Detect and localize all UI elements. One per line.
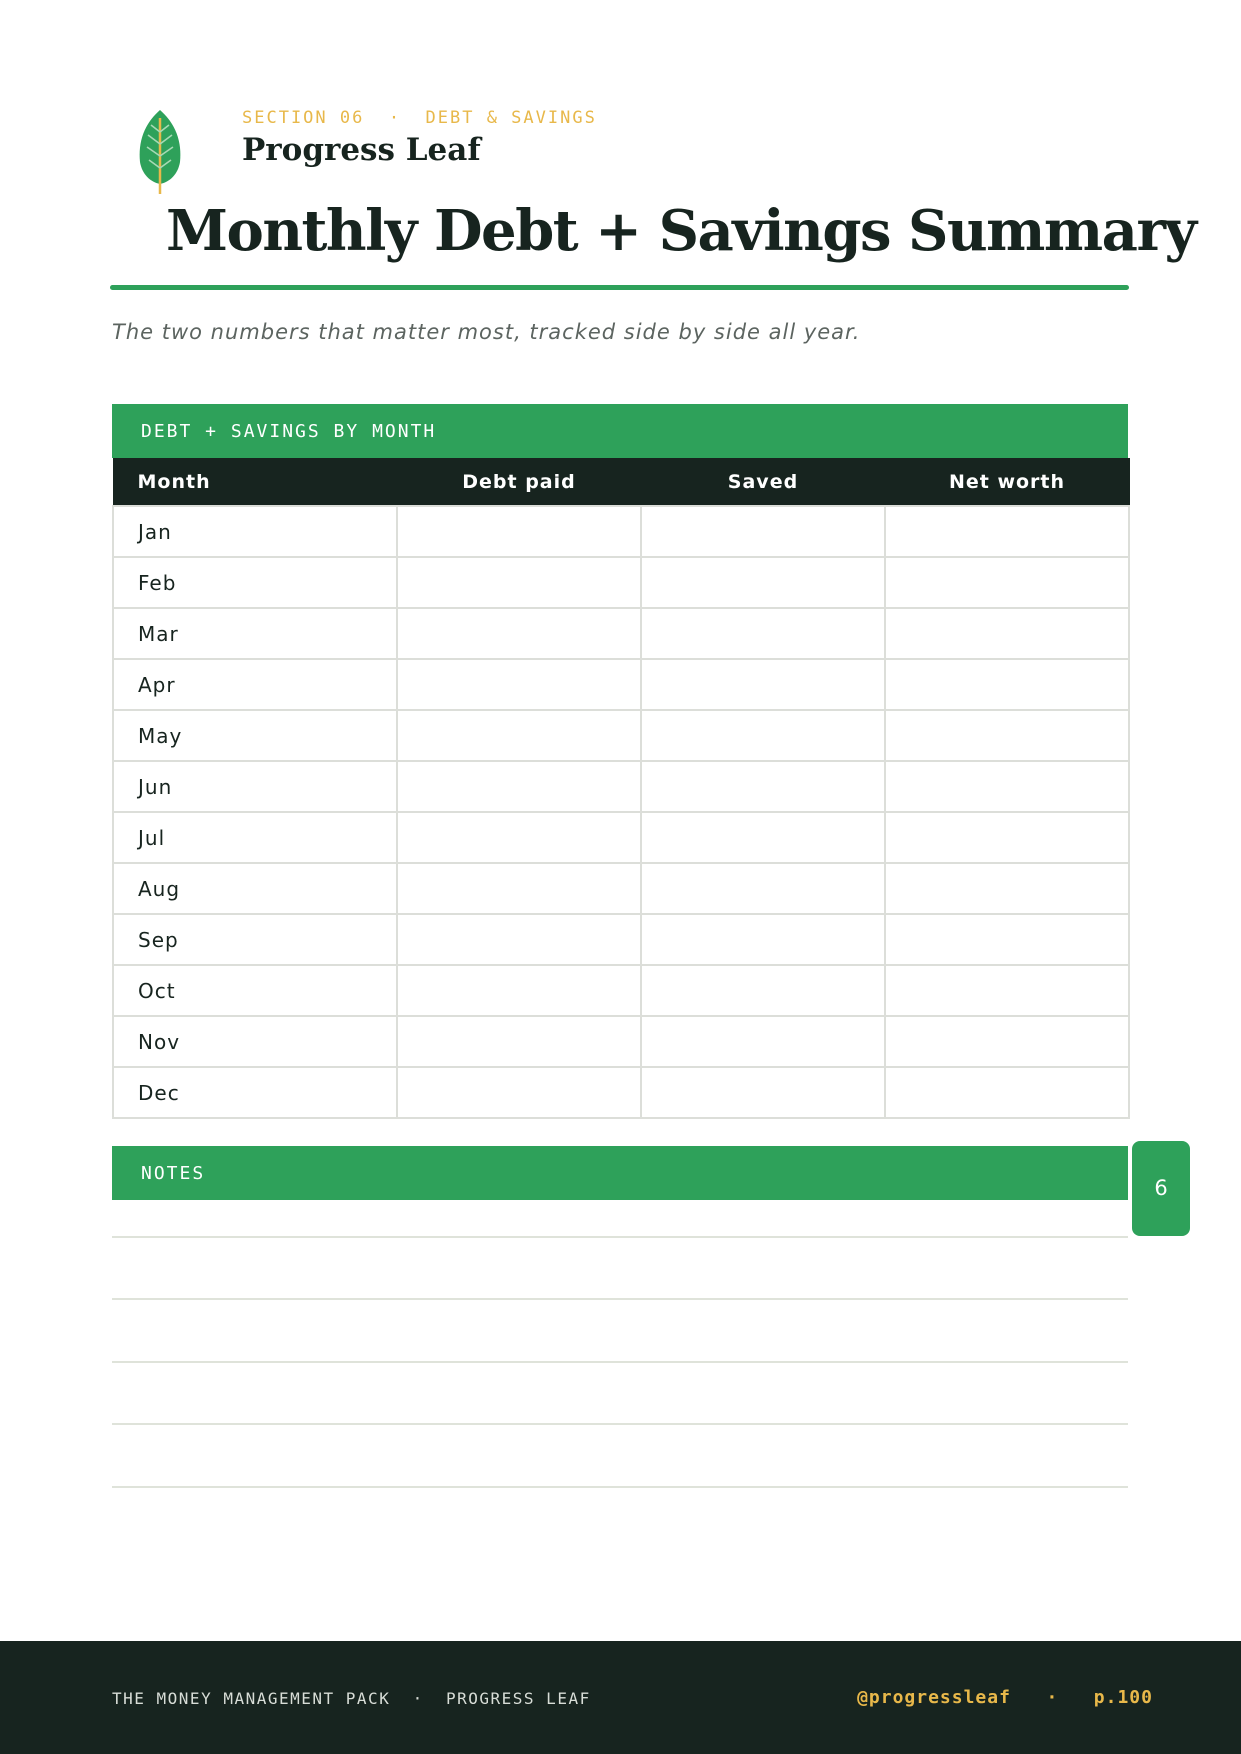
month-cell: Feb (113, 557, 397, 608)
net-worth-cell[interactable] (885, 812, 1129, 863)
table-row (113, 506, 1129, 557)
saved-cell[interactable] (641, 608, 885, 659)
saved-cell[interactable] (641, 659, 885, 710)
net-worth-cell[interactable] (885, 761, 1129, 812)
note-line[interactable] (112, 1486, 1128, 1488)
debt-paid-cell[interactable] (397, 965, 641, 1016)
month-cell: Mar (113, 608, 397, 659)
note-line[interactable] (112, 1236, 1128, 1238)
saved-cell[interactable] (641, 506, 885, 557)
saved-cell[interactable] (641, 1067, 885, 1118)
table-row (113, 557, 1129, 608)
net-worth-cell[interactable] (885, 608, 1129, 659)
column-header-net-worth: Net worth (885, 459, 1129, 507)
debt-paid-cell[interactable] (397, 506, 641, 557)
table-row (113, 608, 1129, 659)
note-line[interactable] (112, 1423, 1128, 1425)
debt-paid-cell[interactable] (397, 1067, 641, 1118)
debt-paid-cell[interactable] (397, 710, 641, 761)
saved-cell[interactable] (641, 965, 885, 1016)
table-band-label: DEBT + SAVINGS BY MONTH (112, 404, 1128, 458)
table-row (113, 914, 1129, 965)
month-cell: Aug (113, 863, 397, 914)
table-row (113, 1067, 1129, 1118)
net-worth-cell[interactable] (885, 710, 1129, 761)
month-cell: Apr (113, 659, 397, 710)
saved-cell[interactable] (641, 914, 885, 965)
note-line[interactable] (112, 1361, 1128, 1363)
month-cell: Oct (113, 965, 397, 1016)
debt-paid-cell[interactable] (397, 761, 641, 812)
net-worth-cell[interactable] (885, 1067, 1129, 1118)
month-cell: Dec (113, 1067, 397, 1118)
net-worth-cell[interactable] (885, 914, 1129, 965)
table-row (113, 761, 1129, 812)
brand-name: Progress Leaf (242, 132, 481, 168)
column-header-month: Month (113, 459, 397, 507)
month-cell: Nov (113, 1016, 397, 1067)
note-line[interactable] (112, 1298, 1128, 1300)
net-worth-cell[interactable] (885, 506, 1129, 557)
debt-savings-table-block (112, 404, 1128, 1119)
notes-section (112, 1146, 1128, 1200)
column-header-debt-paid: Debt paid (397, 459, 641, 507)
title-underline (110, 285, 1129, 290)
debt-paid-cell[interactable] (397, 659, 641, 710)
net-worth-cell[interactable] (885, 557, 1129, 608)
saved-cell[interactable] (641, 1016, 885, 1067)
page-subtitle: The two numbers that matter most, tracked side by side all year. (112, 320, 861, 344)
debt-paid-cell[interactable] (397, 557, 641, 608)
net-worth-cell[interactable] (885, 659, 1129, 710)
leaf-icon (136, 108, 184, 194)
month-cell: Jun (113, 761, 397, 812)
page-number-tab: 6 (1132, 1141, 1190, 1236)
table-row (113, 1016, 1129, 1067)
net-worth-cell[interactable] (885, 863, 1129, 914)
footer (0, 1641, 1241, 1754)
notes-band-label: NOTES (112, 1146, 1128, 1200)
table-row (113, 812, 1129, 863)
table-row (113, 659, 1129, 710)
net-worth-cell[interactable] (885, 965, 1129, 1016)
footer-handle-page: @progressleaf · p.100 (857, 1687, 1153, 1708)
saved-cell[interactable] (641, 557, 885, 608)
debt-paid-cell[interactable] (397, 1016, 641, 1067)
month-cell: Sep (113, 914, 397, 965)
debt-paid-cell[interactable] (397, 914, 641, 965)
debt-paid-cell[interactable] (397, 812, 641, 863)
table-row (113, 863, 1129, 914)
footer-pack-name: THE MONEY MANAGEMENT PACK · PROGRESS LEAF (112, 1689, 591, 1708)
debt-savings-table (112, 458, 1130, 1119)
month-cell: Jul (113, 812, 397, 863)
column-header-saved: Saved (641, 459, 885, 507)
month-cell: Jan (113, 506, 397, 557)
table-row (113, 965, 1129, 1016)
saved-cell[interactable] (641, 812, 885, 863)
net-worth-cell[interactable] (885, 1016, 1129, 1067)
debt-paid-cell[interactable] (397, 863, 641, 914)
table-row (113, 710, 1129, 761)
page-title: Monthly Debt + Savings Summary (166, 198, 1196, 264)
debt-paid-cell[interactable] (397, 608, 641, 659)
section-eyebrow: SECTION 06 · DEBT & SAVINGS (242, 108, 597, 128)
saved-cell[interactable] (641, 761, 885, 812)
month-cell: May (113, 710, 397, 761)
saved-cell[interactable] (641, 863, 885, 914)
table-header-row (113, 459, 1129, 507)
saved-cell[interactable] (641, 710, 885, 761)
